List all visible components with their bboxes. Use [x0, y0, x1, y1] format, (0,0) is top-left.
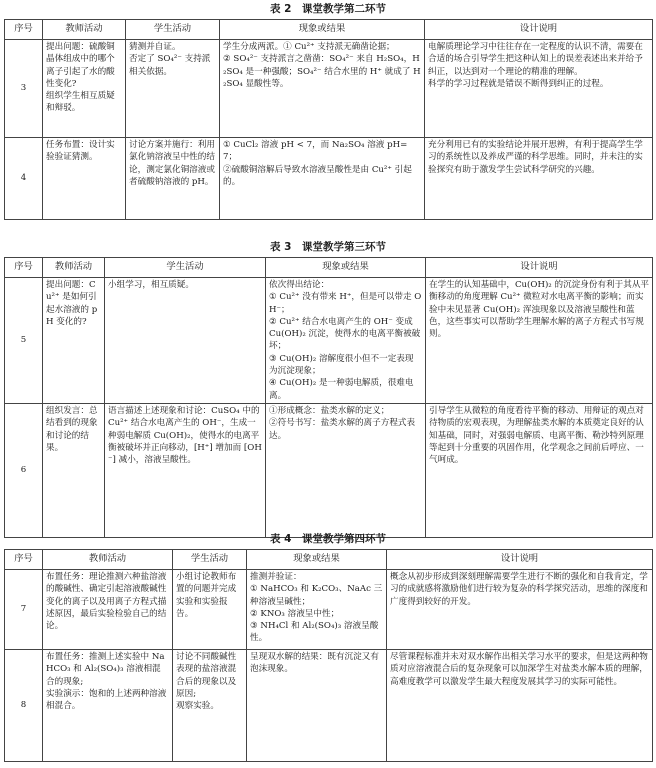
cell-text-line: 引导学生从微粒的角度看待平衡的移动、用辩证的观点对待物质的宏观表现，为理解盐类水解的本质奠定良好的认知基础，同时，对强弱电解质、电离平衡、勒沙特列原理等起到十分重要的巩固作用，化学观念之间前后呼应、一气呵成。 — [429, 405, 644, 466]
cell-text-line: 提出问题：Cu²⁺ 是如何引起水溶液的 pH 变化的? — [46, 280, 98, 327]
cell-text-line: 电解质理论学习中往往存在一定程度的认识不清，需要在合适的场合引导学生把这种认知上的误差表述出来并给予纠正，以达到对一个理论的精准的理解。 — [428, 42, 643, 77]
table2-caption: 表 2 课堂教学第二环节 — [270, 3, 386, 15]
cell-row-number: 6 — [5, 403, 43, 537]
cell-text-line: 呈现双水解的结果：既有沉淀又有泡沫现象。 — [250, 652, 379, 675]
header-phenomenon-result: 现象或结果 — [266, 258, 426, 278]
header-teacher-activity: 教师活动 — [43, 20, 126, 40]
cell-text-line: ③ Cu(OH)₂ 溶解度很小但不一定表现为沉淀现象； — [269, 353, 414, 377]
table-row — [5, 138, 653, 220]
cell-teacher-activity — [43, 278, 105, 404]
header-row-number: 序号 — [5, 20, 43, 40]
cell-row-number: 4 — [5, 138, 43, 220]
cell-text-line: 观察实验。 — [176, 701, 219, 712]
cell-student-activity — [173, 570, 247, 650]
cell-text-line: ② Cu²⁺ 结合水电离产生的 OH⁻ 变成 Cu(OH)₂ 沉淀，使得水的电离平衡被破坏； — [269, 316, 421, 352]
table2 — [4, 19, 653, 220]
cell-text-line: 任务布置：设计实验验证猜测。 — [46, 140, 115, 163]
cell-row-number: 3 — [5, 40, 43, 138]
cell-teacher-activity — [43, 403, 105, 537]
cell-text-line: 提出问题：硫酸铜晶体组成中的哪个离子引起了水的酸性变化? — [46, 42, 115, 89]
cell-phenomenon-result — [220, 138, 425, 220]
cell-text-line: 小组讨论教师布置的问题并完成实验和实验报告。 — [176, 572, 237, 619]
cell-text-line: 组织发言：总结看到的现象和讨论的结果。 — [46, 405, 98, 453]
cell-text-line: 依次得出结论： — [269, 280, 330, 290]
cell-teacher-activity — [43, 570, 173, 650]
cell-text-line: 语言描述上述现象和讨论：CuSO₄ 中的 Cu²⁺ 结合水电离产生的 OH⁻，生成一种弱电解质 Cu(OH)₂，使得水的电离平衡被破坏并正向移动，[H⁺] 增加而 [OH⁻] 减小，溶液呈酸性。 — [108, 405, 262, 466]
cell-student-activity — [126, 138, 220, 220]
cell-text-line: 组织学生相互质疑和辩驳。 — [46, 91, 115, 114]
cell-text-line: 否定了 SO₄²⁻ 支持派相关依据。 — [129, 54, 211, 77]
header-row-number: 序号 — [5, 258, 43, 278]
table3-caption: 表 3 课堂教学第三环节 — [270, 241, 386, 253]
cell-text-line: 学生分成两派。① Cu²⁺ 支持派无确凿论据； — [223, 42, 395, 52]
cell-text-line: 布置任务：理论推测六种盐溶液的酸碱性、确定引起溶液酸碱性变化的离子以及用离子方程式描述原因，最后实验检验自己的结论。 — [46, 572, 167, 632]
cell-text-line: ①形成概念：盐类水解的定义； — [269, 405, 390, 416]
header-student-activity: 学生活动 — [105, 258, 266, 278]
cell-text-line: ① NaHCO₃ 和 K₂CO₃、NaAc 三种溶液呈碱性； — [250, 584, 383, 607]
cell-text-line: 概念从初步形成到深刻理解需要学生进行不断的强化和自我肯定，学习的成就感将激励他们进行较为复杂的科学探究活动，思维的深度和广度得到较好的开发。 — [390, 572, 648, 607]
header-teacher-activity: 教师活动 — [43, 550, 173, 570]
cell-student-activity — [126, 40, 220, 138]
cell-design-note — [425, 138, 653, 220]
table-row — [5, 650, 653, 762]
cell-text-line: 布置任务：推测上述实验中 NaHCO₃ 和 Al₂(SO₄)₃ 溶液相混合的现象; — [46, 652, 165, 687]
header-phenomenon-result: 现象或结果 — [220, 20, 425, 40]
table4-caption: 表 4 课堂教学第四环节 — [270, 533, 386, 545]
table-row — [5, 570, 653, 650]
header-design-note: 设计说明 — [387, 550, 653, 570]
cell-text-line: 推测并验证： — [250, 572, 302, 582]
table-row — [5, 40, 653, 138]
cell-phenomenon-result — [266, 403, 426, 537]
cell-phenomenon-result — [220, 40, 425, 138]
cell-student-activity — [105, 403, 266, 537]
header-student-activity: 学生活动 — [126, 20, 220, 40]
cell-design-note — [387, 650, 653, 762]
cell-text-line: ②符号书写：盐类水解的离子方程式表达。 — [269, 418, 416, 441]
cell-design-note — [425, 40, 653, 138]
cell-text-line: ④ Cu(OH)₂ 是一种弱电解质，很难电离。 — [269, 378, 414, 401]
cell-text-line: ① CuCl₂ 溶液 pH < 7，而 Na₂SO₄ 溶液 pH=7； — [223, 140, 408, 163]
cell-teacher-activity — [43, 650, 173, 762]
table3 — [4, 257, 653, 538]
cell-text-line: 猜测并自证。 — [129, 42, 181, 52]
cell-phenomenon-result — [266, 278, 426, 404]
table-row — [5, 278, 653, 404]
cell-phenomenon-result — [247, 650, 387, 762]
header-design-note: 设计说明 — [425, 20, 653, 40]
cell-text-line: ②硫酸铜溶解后导致水溶液呈酸性是由 Cu²⁺ 引起的。 — [223, 164, 412, 187]
cell-text-line: ① Cu²⁺ 没有带来 H⁺，但是可以带走 OH⁻； — [269, 292, 422, 315]
cell-text-line: 充分利用已有的实验结论并展开思辨，有利于提高学生学习的系统性以及养成严谨的科学思维。同时，并未注的实验探究有助于激发学生尝试科学研究的兴趣。 — [428, 140, 643, 175]
cell-text-line: 尽管课程标准并未对双水解作出相关学习水平的要求，但是这两种物质对应溶液混合后的复杂现象可以加深学生对盐类水解本质的理解，高难度教学可以激发学生最大程度发展其学习的实际可能性。 — [390, 652, 648, 687]
header-row-number: 序号 — [5, 550, 43, 570]
cell-text-line: 科学的学习过程就是错误不断得到纠正的过程。 — [428, 78, 609, 89]
cell-text-line: ② KNO₃ 溶液呈中性； — [250, 608, 340, 619]
cell-text-line: 讨论不同酸碱性表现的盐溶液混合后的现象以及原因; — [176, 652, 237, 699]
cell-student-activity — [173, 650, 247, 762]
header-design-note: 设计说明 — [426, 258, 653, 278]
cell-text-line: ③ NH₄Cl 和 Al₂(SO₄)₃ 溶液呈酸性。 — [250, 621, 379, 644]
header-phenomenon-result: 现象或结果 — [247, 550, 387, 570]
table-row — [5, 403, 653, 537]
cell-teacher-activity — [43, 138, 126, 220]
cell-design-note — [387, 570, 653, 650]
cell-text-line: 在学生的认知基础中，Cu(OH)₂ 的沉淀身份有利于其从平衡移动的角度理解 Cu²⁺ 微粒对水电离平衡的影响；而实验中未见显著 Cu(OH)₂ 浑浊现象以及溶液呈酸性和蓝色，这些事实可以帮助学生理解水解的离子方程式书写规则。 — [429, 280, 650, 340]
header-teacher-activity: 教师活动 — [43, 258, 105, 278]
cell-text-line: 讨论方案并施行：利用氯化钠溶液呈中性的结论，测定氯化铜溶液或者硫酸钠溶液的 pH。 — [129, 140, 215, 187]
header-student-activity: 学生活动 — [173, 550, 247, 570]
cell-text-line: ② SO₄²⁻ 支持派言之凿凿：SO₄²⁻ 来自 H₂SO₄，H₂SO₄ 是一种强酸；SO₄²⁻ 结合水里的 H⁺ 就成了 H₂SO₄ 显酸性等。 — [223, 54, 421, 89]
cell-row-number: 8 — [5, 650, 43, 762]
cell-text-line: 小组学习，相互质疑。 — [108, 280, 194, 290]
cell-design-note — [426, 278, 653, 404]
table4 — [4, 549, 653, 762]
cell-text-line: 实验演示：饱和的上述两种溶液相混合。 — [46, 688, 167, 712]
cell-phenomenon-result — [247, 570, 387, 650]
cell-teacher-activity — [43, 40, 126, 138]
cell-student-activity — [105, 278, 266, 404]
cell-row-number: 5 — [5, 278, 43, 404]
cell-row-number: 7 — [5, 570, 43, 650]
cell-design-note — [426, 403, 653, 537]
